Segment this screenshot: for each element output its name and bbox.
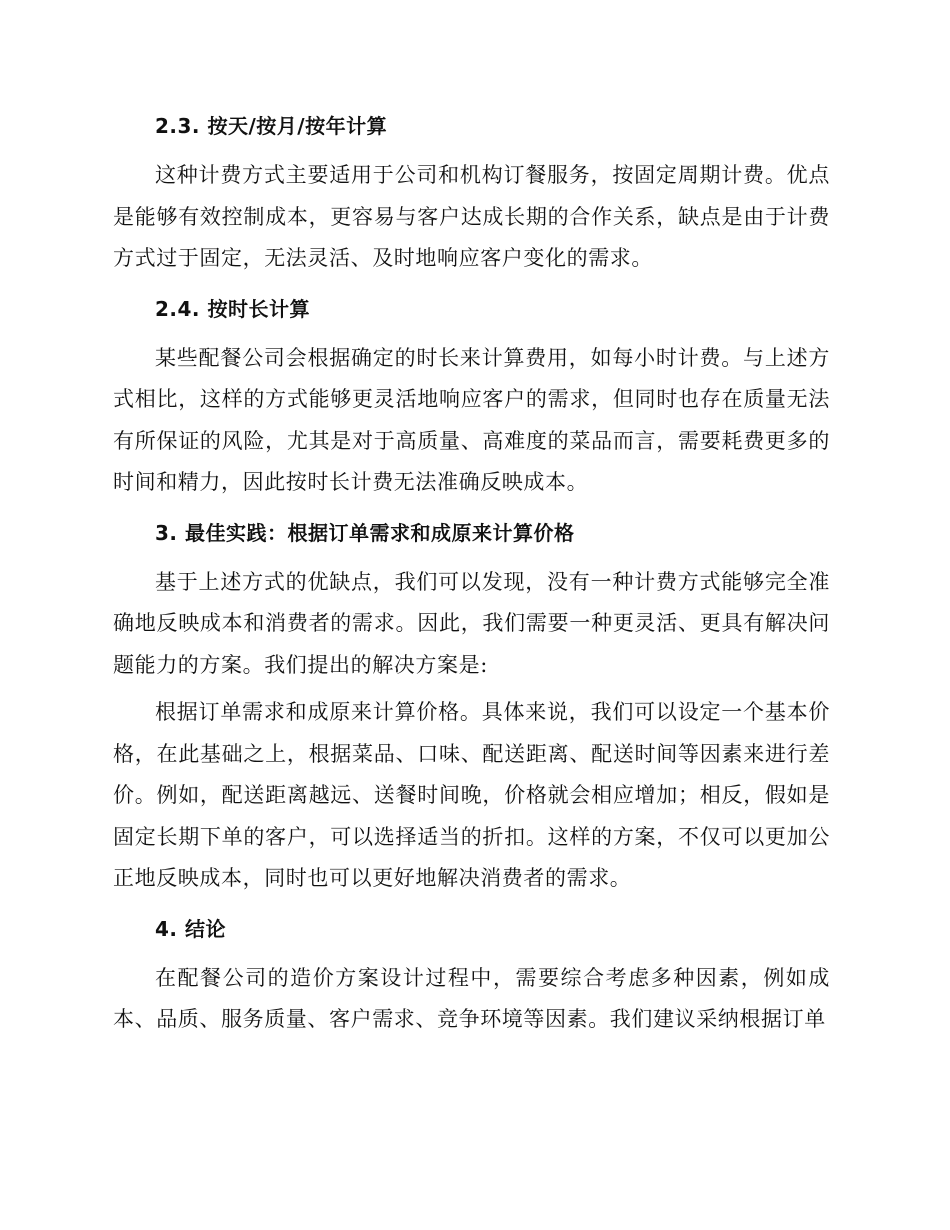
paragraph-3-2: 根据订单需求和成原来计算价格。具体来说，我们可以设定一个基本价格，在此基础之上，根据菜品、口味、配送距离、配送时间等因素来进行差价。例如，配送距离越远、送餐时间晚，价格就会相应增加；相反，假如是固定长期下单的客户，可以选择适当的折扣。这样的方案，不仅可以更加公正地反映成本，同时也可以更好地解决消费者的需求。 [113,700,830,890]
paragraph-2-4: 某些配餐公司会根据确定的时长来计算费用，如每小时计费。与上述方式相比，这样的方式能够更灵活地响应客户的需求，但同时也存在质量无法有所保证的风险，尤其是对于高质量、高难度的菜品而言，需要耗费更多的时间和精力，因此按时长计费无法准确反映成本。 [113,345,830,494]
section-heading-2-4: 2.4. 按时长计算 [155,296,310,321]
section-heading-4: 4. 结论 [155,916,226,941]
section-heading-2-3: 2.3. 按天/按月/按年计算 [155,114,388,138]
paragraph-4-1: 在配餐公司的造价方案设计过程中，需要综合考虑多种因素，例如成本、品质、服务质量、客户需求、竞争环境等因素。我们建议采纳根据订单 [113,965,830,1031]
section-heading-3: 3. 最佳实践：根据订单需求和成原来计算价格 [155,520,575,545]
paragraph-2-3: 这种计费方式主要适用于公司和机构订餐服务，按固定周期计费。优点是能够有效控制成本，更容易与客户达成长期的合作关系，缺点是由于计费方式过于固定，无法灵活、及时地响应客户变化的需求。 [113,163,830,270]
paragraph-3-1: 基于上述方式的优缺点，我们可以发现，没有一种计费方式能够完全准确地反映成本和消费者的需求。因此，我们需要一种更灵活、更具有解决问题能力的方案。我们提出的解决方案是: [113,569,830,677]
document-page [113,103,830,1047]
